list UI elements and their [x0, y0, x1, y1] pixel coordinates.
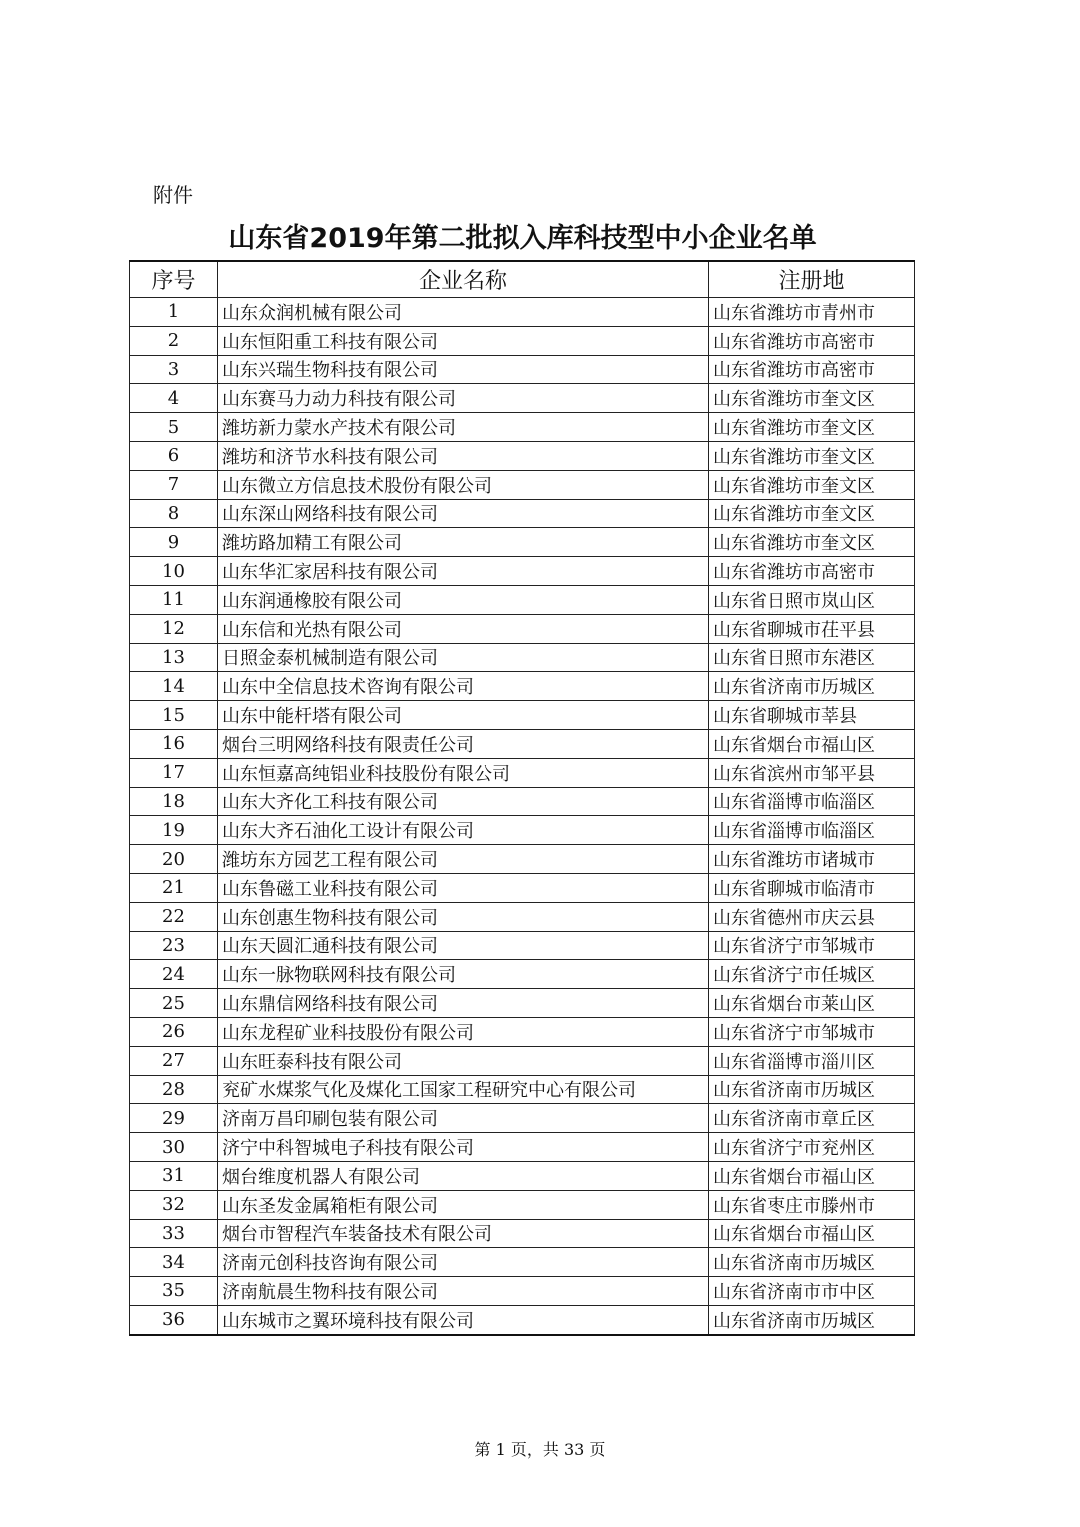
serial-number-cell: 10 [130, 557, 218, 586]
registered-place-cell: 山东省济宁市任城区 [709, 960, 915, 989]
enterprise-name-cell: 山东润通橡胶有限公司 [218, 585, 709, 614]
registered-place-cell: 山东省聊城市莘县 [709, 701, 915, 730]
serial-number-cell: 35 [130, 1277, 218, 1306]
table-row [130, 1046, 915, 1075]
table-row [130, 989, 915, 1018]
registered-place-cell: 山东省潍坊市奎文区 [709, 470, 915, 499]
serial-number-cell: 18 [130, 787, 218, 816]
enterprise-name-cell: 山东信和光热有限公司 [218, 614, 709, 643]
table-row [130, 413, 915, 442]
serial-number-cell: 8 [130, 499, 218, 528]
registered-place-cell: 山东省潍坊市高密市 [709, 355, 915, 384]
table-row [130, 845, 915, 874]
table-row [130, 1161, 915, 1190]
enterprise-name-cell: 山东众润机械有限公司 [218, 298, 709, 327]
serial-number-cell: 19 [130, 816, 218, 845]
table-row [130, 1133, 915, 1162]
serial-number-cell: 36 [130, 1305, 218, 1334]
enterprise-name-cell: 山东中能杆塔有限公司 [218, 701, 709, 730]
enterprise-name-cell: 山东鲁磁工业科技有限公司 [218, 873, 709, 902]
enterprise-name-cell: 山东天圆汇通科技有限公司 [218, 931, 709, 960]
serial-number-cell: 26 [130, 1017, 218, 1046]
serial-number-cell: 31 [130, 1161, 218, 1190]
enterprise-name-cell: 山东深山网络科技有限公司 [218, 499, 709, 528]
serial-number-cell: 22 [130, 902, 218, 931]
table-row [130, 528, 915, 557]
serial-number-cell: 23 [130, 931, 218, 960]
enterprise-table [129, 260, 915, 1336]
serial-number-cell: 34 [130, 1248, 218, 1277]
enterprise-name-cell: 山东中全信息技术咨询有限公司 [218, 672, 709, 701]
registered-place-cell: 山东省聊城市茌平县 [709, 614, 915, 643]
serial-number-cell: 2 [130, 326, 218, 355]
registered-place-cell: 山东省济南市市中区 [709, 1277, 915, 1306]
table-row [130, 384, 915, 413]
enterprise-name-cell: 山东大齐化工科技有限公司 [218, 787, 709, 816]
enterprise-name-cell: 山东创惠生物科技有限公司 [218, 902, 709, 931]
enterprise-name-cell: 兖矿水煤浆气化及煤化工国家工程研究中心有限公司 [218, 1075, 709, 1104]
registered-place-cell: 山东省潍坊市奎文区 [709, 528, 915, 557]
table-header-row [130, 261, 915, 298]
registered-place-cell: 山东省济南市历城区 [709, 1075, 915, 1104]
enterprise-name-cell: 潍坊路加精工有限公司 [218, 528, 709, 557]
enterprise-name-cell: 山东一脉物联网科技有限公司 [218, 960, 709, 989]
table-row [130, 960, 915, 989]
registered-place-cell: 山东省潍坊市奎文区 [709, 499, 915, 528]
table-row [130, 499, 915, 528]
registered-place-cell: 山东省枣庄市滕州市 [709, 1190, 915, 1219]
serial-number-cell: 30 [130, 1133, 218, 1162]
page-title: 山东省2019年第二批拟入库科技型中小企业名单 [228, 223, 817, 254]
table-row [130, 298, 915, 327]
serial-number-cell: 27 [130, 1046, 218, 1075]
table-row [130, 1277, 915, 1306]
registered-place-cell: 山东省烟台市莱山区 [709, 989, 915, 1018]
serial-number-cell: 12 [130, 614, 218, 643]
page-footer: 第 1 页，共 33 页 [474, 1440, 606, 1459]
registered-place-cell: 山东省济南市历城区 [709, 1305, 915, 1334]
table-row [130, 758, 915, 787]
enterprise-name-cell: 济南航晨生物科技有限公司 [218, 1277, 709, 1306]
table-row [130, 1248, 915, 1277]
table-row [130, 701, 915, 730]
table-row [130, 441, 915, 470]
table-row [130, 787, 915, 816]
serial-number-cell: 4 [130, 384, 218, 413]
table-row [130, 1104, 915, 1133]
registered-place-cell: 山东省济南市历城区 [709, 672, 915, 701]
registered-place-cell: 山东省济宁市邹城市 [709, 931, 915, 960]
table-row [130, 902, 915, 931]
registered-place-cell: 山东省聊城市临清市 [709, 873, 915, 902]
enterprise-name-cell: 济南元创科技咨询有限公司 [218, 1248, 709, 1277]
registered-place-cell: 山东省潍坊市高密市 [709, 557, 915, 586]
table-body [130, 298, 915, 1335]
enterprise-name-cell: 山东鼎信网络科技有限公司 [218, 989, 709, 1018]
enterprise-name-cell: 山东恒嘉高纯铝业科技股份有限公司 [218, 758, 709, 787]
table-row [130, 1305, 915, 1334]
serial-number-cell: 16 [130, 729, 218, 758]
serial-number-cell: 25 [130, 989, 218, 1018]
serial-number-cell: 7 [130, 470, 218, 499]
enterprise-name-cell: 山东兴瑞生物科技有限公司 [218, 355, 709, 384]
registered-place-cell: 山东省潍坊市高密市 [709, 326, 915, 355]
registered-place-cell: 山东省德州市庆云县 [709, 902, 915, 931]
serial-number-cell: 21 [130, 873, 218, 902]
serial-number-cell: 28 [130, 1075, 218, 1104]
table-row [130, 355, 915, 384]
serial-number-cell: 5 [130, 413, 218, 442]
serial-number-cell: 33 [130, 1219, 218, 1248]
serial-number-cell: 9 [130, 528, 218, 557]
enterprise-name-cell: 济宁中科智城电子科技有限公司 [218, 1133, 709, 1162]
registered-place-cell: 山东省济南市历城区 [709, 1248, 915, 1277]
serial-number-cell: 3 [130, 355, 218, 384]
table-row [130, 1190, 915, 1219]
serial-number-cell: 20 [130, 845, 218, 874]
header-enterprise-name: 企业名称 [218, 261, 709, 298]
serial-number-cell: 24 [130, 960, 218, 989]
registered-place-cell: 山东省济宁市兖州区 [709, 1133, 915, 1162]
table-row [130, 1219, 915, 1248]
table-row [130, 729, 915, 758]
registered-place-cell: 山东省济宁市邹城市 [709, 1017, 915, 1046]
attachment-label: 附件 [153, 183, 193, 207]
enterprise-name-cell: 潍坊新力蒙水产技术有限公司 [218, 413, 709, 442]
serial-number-cell: 11 [130, 585, 218, 614]
registered-place-cell: 山东省日照市岚山区 [709, 585, 915, 614]
registered-place-cell: 山东省日照市东港区 [709, 643, 915, 672]
enterprise-name-cell: 烟台维度机器人有限公司 [218, 1161, 709, 1190]
enterprise-name-cell: 山东微立方信息技术股份有限公司 [218, 470, 709, 499]
table-row [130, 614, 915, 643]
table-row [130, 672, 915, 701]
table-row [130, 326, 915, 355]
enterprise-name-cell: 山东城市之翼环境科技有限公司 [218, 1305, 709, 1334]
enterprise-name-cell: 山东圣发金属箱柜有限公司 [218, 1190, 709, 1219]
enterprise-name-cell: 潍坊和济节水科技有限公司 [218, 441, 709, 470]
registered-place-cell: 山东省潍坊市奎文区 [709, 413, 915, 442]
serial-number-cell: 32 [130, 1190, 218, 1219]
registered-place-cell: 山东省潍坊市青州市 [709, 298, 915, 327]
registered-place-cell: 山东省滨州市邹平县 [709, 758, 915, 787]
serial-number-cell: 29 [130, 1104, 218, 1133]
table-row [130, 931, 915, 960]
table-row [130, 585, 915, 614]
registered-place-cell: 山东省淄博市临淄区 [709, 816, 915, 845]
serial-number-cell: 13 [130, 643, 218, 672]
registered-place-cell: 山东省潍坊市奎文区 [709, 384, 915, 413]
enterprise-name-cell: 烟台市智程汽车装备技术有限公司 [218, 1219, 709, 1248]
table-row [130, 816, 915, 845]
table-row [130, 873, 915, 902]
header-registered-place: 注册地 [709, 261, 915, 298]
enterprise-name-cell: 山东龙程矿业科技股份有限公司 [218, 1017, 709, 1046]
serial-number-cell: 15 [130, 701, 218, 730]
table-row [130, 470, 915, 499]
registered-place-cell: 山东省潍坊市诸城市 [709, 845, 915, 874]
registered-place-cell: 山东省烟台市福山区 [709, 1161, 915, 1190]
enterprise-name-cell: 山东恒阳重工科技有限公司 [218, 326, 709, 355]
enterprise-name-cell: 山东旺泰科技有限公司 [218, 1046, 709, 1075]
table-row [130, 643, 915, 672]
registered-place-cell: 山东省烟台市福山区 [709, 1219, 915, 1248]
table-row [130, 1075, 915, 1104]
enterprise-name-cell: 济南万昌印刷包装有限公司 [218, 1104, 709, 1133]
enterprise-name-cell: 潍坊东方园艺工程有限公司 [218, 845, 709, 874]
serial-number-cell: 17 [130, 758, 218, 787]
registered-place-cell: 山东省潍坊市奎文区 [709, 441, 915, 470]
enterprise-name-cell: 日照金泰机械制造有限公司 [218, 643, 709, 672]
enterprise-name-cell: 烟台三明网络科技有限责任公司 [218, 729, 709, 758]
table-row [130, 557, 915, 586]
table-row [130, 1017, 915, 1046]
serial-number-cell: 1 [130, 298, 218, 327]
serial-number-cell: 14 [130, 672, 218, 701]
header-serial-number: 序号 [130, 261, 218, 298]
registered-place-cell: 山东省淄博市临淄区 [709, 787, 915, 816]
registered-place-cell: 山东省烟台市福山区 [709, 729, 915, 758]
registered-place-cell: 山东省济南市章丘区 [709, 1104, 915, 1133]
enterprise-name-cell: 山东大齐石油化工设计有限公司 [218, 816, 709, 845]
serial-number-cell: 6 [130, 441, 218, 470]
enterprise-name-cell: 山东赛马力动力科技有限公司 [218, 384, 709, 413]
enterprise-name-cell: 山东华汇家居科技有限公司 [218, 557, 709, 586]
registered-place-cell: 山东省淄博市淄川区 [709, 1046, 915, 1075]
